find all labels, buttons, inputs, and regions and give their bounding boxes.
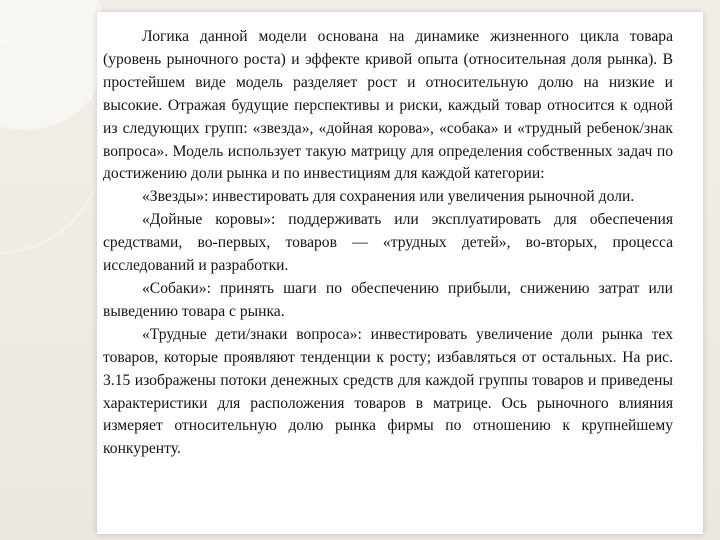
paragraph-cash-cows: «Дойные коровы»: поддерживать или эксплуатировать для обеспечения средствами, во-первых, товаров — «трудных детей», во-вторых, процесса исследований и разработки. [103, 211, 673, 275]
body-text [103, 26, 673, 461]
content-panel [97, 12, 703, 534]
paragraph-question-marks: «Трудные дети/знаки вопроса»: инвестировать увеличение доли рынка тех товаров, которые проявляют тенденции к росту; избавляться от остальных. На рис. 3.15 изображены потоки денежных средств для каждой группы товаров и приведены характеристики для расположения товаров в матрице. Ось рыночного влияния измеряет относительную долю рынка фирмы по отношению к крупнейшему конкуренту. [103, 325, 673, 458]
paragraph-intro: Логика данной модели основана на динамике жизненного цикла товара (уровень рыночного роста) и эффекте кривой опыта (относительная доля рынка). В простейшем виде модель разделяет рост и относительную долю на низкие и высокие. Отражая будущие перспективы и риски, каждый товар относится к одной из следующих групп: «звезда», «дойная корова», «собака» и «трудный ребенок/знак вопроса». Модель использует такую матрицу для определения собственных задач по достижению доли рынка и по инвестициям для каждой категории: [103, 28, 673, 183]
paragraph-stars: «Звезды»: инвестировать для сохранения или увеличения рыночной доли. [142, 188, 635, 206]
paragraph-dogs: «Собаки»: принять шаги по обеспечению прибыли, снижению затрат или выведению товара с рынка. [103, 279, 673, 320]
